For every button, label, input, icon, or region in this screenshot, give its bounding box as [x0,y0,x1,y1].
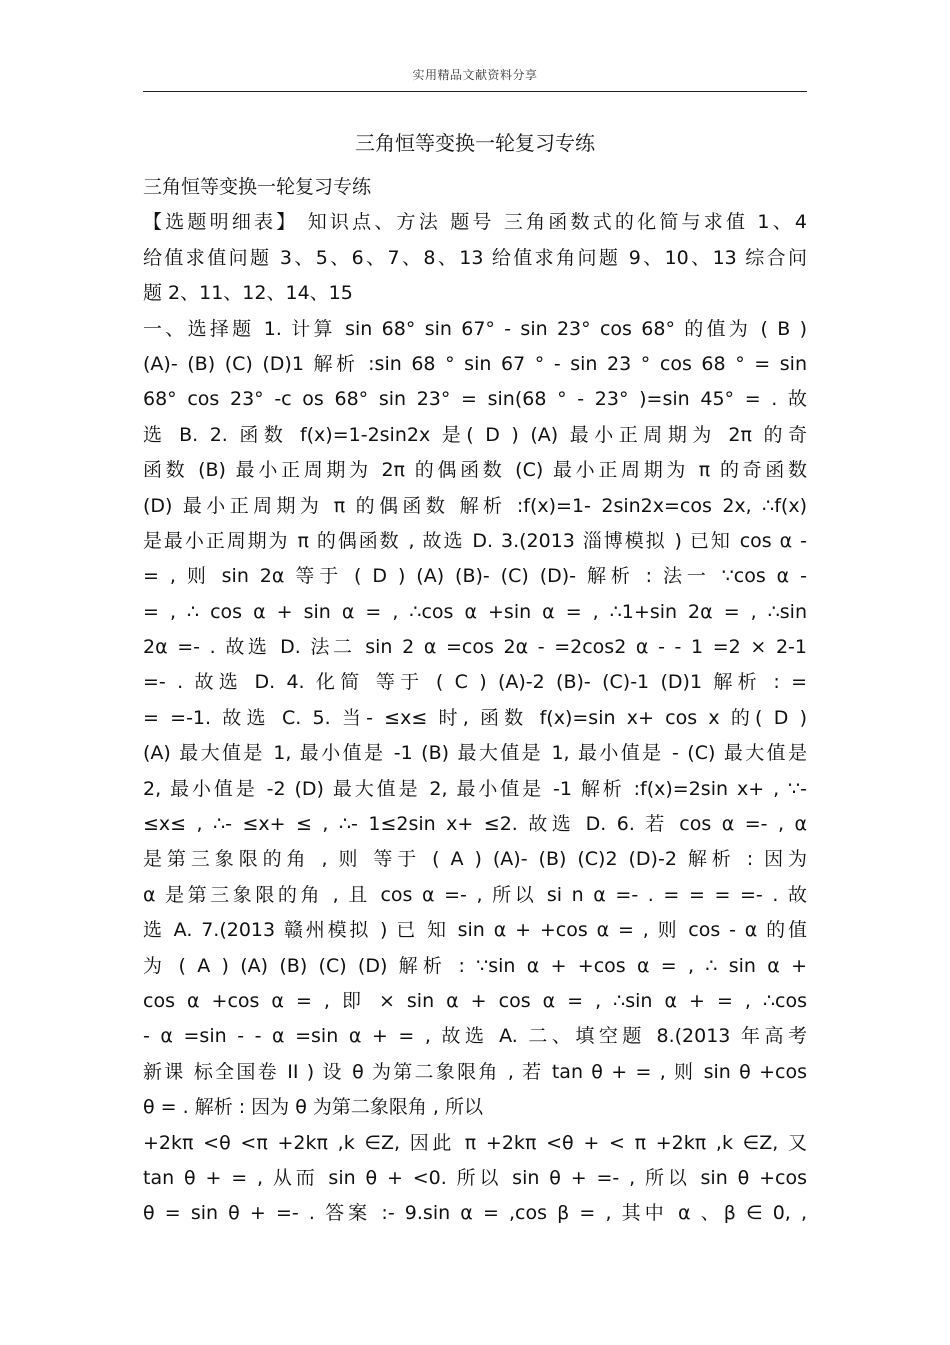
body-line: 是最小正周期为 π 的偶函数 , 故选 D. 3.(2013 淄博模拟 ) 已知 cos α - [143,529,807,552]
body-line: α 是第三象限的角 , 且 cos α =- , 所以 si n α =- . = = = =- . 故 [143,883,807,906]
body-line: 【选题明细表】 知识点、方法 题号 三角函数式的化简与求值 1、4 [143,211,807,234]
body-line: 选 A. 7.(2013 赣州模拟 ) 已 知 sin α + +cos α = , 则 cos - α 的值 [143,919,807,942]
page-header: 实用精品文献资料分享 [412,68,538,82]
body-line: 函数 (B) 最小正周期为 2π 的偶函数 (C) 最小正周期为 π 的奇函数 [143,459,807,482]
body-line: - α =sin - - α =sin α + = , 故选 A. 二、填空题 8.(2013 年高考 [143,1025,807,1048]
body-line: 选 B. 2. 函数 f(x)=1-2sin2x 是( D ) (A) 最小正周期为 2π 的奇 [143,423,807,446]
document-body [143,170,807,1232]
body-line: 是第三象限的角 , 则 等于 ( A ) (A)- (B) (C)2 (D)-2 解析 : 因为 [143,848,807,871]
document-title: 三角恒等变换一轮复习专练 [355,131,595,155]
body-line: tan θ + = , 从而 sin θ + <0. 所以 sin θ + =- , 所以 sin θ +cos [143,1166,807,1189]
body-line: = =-1. 故选 C. 5. 当- ≤x≤ 时, 函数 f(x)=sin x+ cos x 的( D ) [143,706,807,729]
body-line: = , ∴ cos α + sin α = , ∴cos α +sin α = , ∴1+sin 2α = , ∴sin [143,600,807,623]
body-line: = , 则 sin 2α 等于 ( D ) (A) (B)- (C) (D)- 解析 : 法一 ∵cos α - [143,565,807,588]
header-divider [143,91,807,92]
body-line: =- . 故选 D. 4. 化简 等于 ( C ) (A)-2 (B)- (C)-1 (D)1 解析 : = [143,671,807,694]
body-line: 68° cos 23° -c os 68° sin 23° = sin(68 ° - 23° )=sin 45° = . 故 [143,388,807,411]
body-line: 三角恒等变换一轮复习专练 [143,176,372,198]
body-line: θ = sin θ + =- . 答案 :- 9.sin α = ,cos β = , 其中 α 、β ∈ 0, , [143,1202,807,1225]
body-line: ≤x≤ , ∴- ≤x+ ≤ , ∴- 1≤2sin x+ ≤2. 故选 D. 6. 若 cos α =- , α [143,813,807,836]
body-line: +2kπ <θ <π +2kπ ,k ∈Z, 因此 π +2kπ <θ + < π +2kπ ,k ∈Z, 又 [143,1131,807,1154]
body-line: cos α +cos α = , 即 × sin α + cos α = , ∴sin α + = , ∴cos [143,989,807,1012]
body-line: 给值求值问题 3、5、6、7、8、13 给值求角问题 9、10、13 综合问 [143,246,807,269]
body-line: 一、选择题 1. 计算 sin 68° sin 67° - sin 23° cos 68° 的值为 ( B ) [143,317,807,340]
body-line: θ = . 解析 : 因为 θ 为第二象限角 , 所以 [143,1096,484,1119]
body-line: (D) 最小正周期为 π 的偶函数 解析 :f(x)=1- 2sin2x=cos 2x, ∴f(x) [143,494,807,517]
body-line: 为 ( A ) (A) (B) (C) (D) 解析 : ∵sin α + +cos α = , ∴ sin α + [143,954,807,977]
body-line: 题 2、11、12、14、15 [143,282,353,305]
body-line: 2α =- . 故选 D. 法二 sin 2 α =cos 2α - =2cos2 α - - 1 =2 × 2-1 [143,636,807,659]
body-line: 新课 标全国卷 II ) 设 θ 为第二象限角 , 若 tan θ + = , 则 sin θ +cos [143,1060,807,1083]
body-line: (A)- (B) (C) (D)1 解析 :sin 68 ° sin 67 ° - sin 23 ° cos 68 ° = sin [143,352,807,375]
body-line: 2, 最小值是 -2 (D) 最大值是 2, 最小值是 -1 解析 :f(x)=2sin x+ , ∵- [143,777,807,800]
body-line: (A) 最大值是 1, 最小值是 -1 (B) 最大值是 1, 最小值是 - (C) 最大值是 [143,742,807,765]
